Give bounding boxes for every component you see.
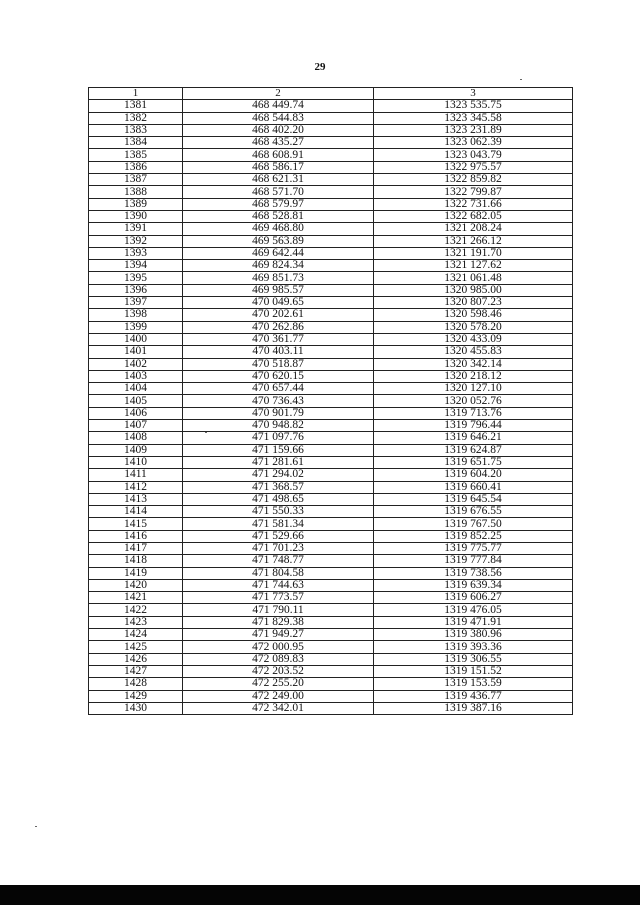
x-coordinate-cell: 471 581.34 [183,518,374,530]
point-number-cell: 1396 [89,284,183,296]
table-row [89,518,573,530]
y-coordinate-cell: 1322 859.82 [374,174,573,186]
coordinates-table [88,87,573,715]
table-row [89,210,573,222]
x-coordinate-cell: 471 498.65 [183,493,374,505]
y-coordinate-cell: 1319 624.87 [374,444,573,456]
y-coordinate-cell: 1319 606.27 [374,592,573,604]
scan-speck [35,826,37,827]
table-row [89,592,573,604]
y-coordinate-cell: 1320 598.46 [374,309,573,321]
x-coordinate-cell: 468 571.70 [183,186,374,198]
y-coordinate-cell: 1320 578.20 [374,321,573,333]
table-body [89,100,573,715]
x-coordinate-cell: 470 948.82 [183,420,374,432]
table-row [89,198,573,210]
y-coordinate-cell: 1319 767.50 [374,518,573,530]
y-coordinate-cell: 1323 345.58 [374,112,573,124]
point-number-cell: 1406 [89,407,183,419]
table-row [89,407,573,419]
table-row [89,383,573,395]
table-row [89,567,573,579]
table-row [89,395,573,407]
point-number-cell: 1398 [89,309,183,321]
y-coordinate-cell: 1321 191.70 [374,247,573,259]
x-coordinate-cell: 471 701.23 [183,542,374,554]
scan-edge-bar [0,885,640,905]
point-number-cell: 1395 [89,272,183,284]
scan-speck [205,432,207,433]
page-number: 29 [314,61,326,73]
y-coordinate-cell: 1322 975.57 [374,161,573,173]
table-row [89,297,573,309]
y-coordinate-cell: 1323 231.89 [374,124,573,136]
y-coordinate-cell: 1319 380.96 [374,629,573,641]
x-coordinate-cell: 471 949.27 [183,629,374,641]
x-coordinate-cell: 471 829.38 [183,616,374,628]
table-row [89,678,573,690]
y-coordinate-cell: 1319 660.41 [374,481,573,493]
y-coordinate-cell: 1321 061.48 [374,272,573,284]
table-row [89,542,573,554]
point-number-cell: 1404 [89,383,183,395]
x-coordinate-cell: 471 294.02 [183,469,374,481]
point-number-cell: 1381 [89,100,183,112]
point-number-cell: 1418 [89,555,183,567]
y-coordinate-cell: 1320 052.76 [374,395,573,407]
x-coordinate-cell: 470 620.15 [183,370,374,382]
point-number-cell: 1419 [89,567,183,579]
table-row [89,161,573,173]
y-coordinate-cell: 1319 646.21 [374,432,573,444]
y-coordinate-cell: 1319 852.25 [374,530,573,542]
point-number-cell: 1424 [89,629,183,641]
point-number-cell: 1425 [89,641,183,653]
scan-speck [520,79,522,80]
table-row [89,247,573,259]
table-row [89,456,573,468]
point-number-cell: 1405 [89,395,183,407]
x-coordinate-cell: 469 851.73 [183,272,374,284]
table-row [89,186,573,198]
x-coordinate-cell: 470 518.87 [183,358,374,370]
y-coordinate-cell: 1319 151.52 [374,665,573,677]
point-number-cell: 1391 [89,223,183,235]
x-coordinate-cell: 471 748.77 [183,555,374,567]
y-coordinate-cell: 1319 777.84 [374,555,573,567]
x-coordinate-cell: 471 804.58 [183,567,374,579]
x-coordinate-cell: 468 449.74 [183,100,374,112]
y-coordinate-cell: 1319 393.36 [374,641,573,653]
table-row [89,370,573,382]
table-row [89,223,573,235]
table-row [89,444,573,456]
point-number-cell: 1427 [89,665,183,677]
y-coordinate-cell: 1319 604.20 [374,469,573,481]
x-coordinate-cell: 472 000.95 [183,641,374,653]
y-coordinate-cell: 1321 266.12 [374,235,573,247]
table-row [89,112,573,124]
x-coordinate-cell: 470 657.44 [183,383,374,395]
y-coordinate-cell: 1319 738.56 [374,567,573,579]
point-number-cell: 1390 [89,210,183,222]
y-coordinate-cell: 1319 387.16 [374,702,573,714]
point-number-cell: 1408 [89,432,183,444]
x-coordinate-cell: 472 203.52 [183,665,374,677]
column-header-2: 2 [183,88,374,100]
point-number-cell: 1386 [89,161,183,173]
y-coordinate-cell: 1319 676.55 [374,506,573,518]
x-coordinate-cell: 471 550.33 [183,506,374,518]
x-coordinate-cell: 470 262.86 [183,321,374,333]
point-number-cell: 1413 [89,493,183,505]
x-coordinate-cell: 470 736.43 [183,395,374,407]
x-coordinate-cell: 471 097.76 [183,432,374,444]
point-number-cell: 1417 [89,542,183,554]
x-coordinate-cell: 472 089.83 [183,653,374,665]
point-number-cell: 1423 [89,616,183,628]
x-coordinate-cell: 468 586.17 [183,161,374,173]
table-row [89,358,573,370]
point-number-cell: 1411 [89,469,183,481]
y-coordinate-cell: 1322 682.05 [374,210,573,222]
point-number-cell: 1387 [89,174,183,186]
table-row [89,260,573,272]
y-coordinate-cell: 1322 731.66 [374,198,573,210]
point-number-cell: 1382 [89,112,183,124]
x-coordinate-cell: 472 342.01 [183,702,374,714]
point-number-cell: 1394 [89,260,183,272]
y-coordinate-cell: 1323 043.79 [374,149,573,161]
point-number-cell: 1392 [89,235,183,247]
point-number-cell: 1400 [89,333,183,345]
table-row [89,665,573,677]
table-row [89,481,573,493]
point-number-cell: 1399 [89,321,183,333]
x-coordinate-cell: 471 744.63 [183,579,374,591]
y-coordinate-cell: 1319 796.44 [374,420,573,432]
table-row [89,333,573,345]
x-coordinate-cell: 470 901.79 [183,407,374,419]
y-coordinate-cell: 1320 433.09 [374,333,573,345]
x-coordinate-cell: 470 049.65 [183,297,374,309]
column-header-1: 1 [89,88,183,100]
table-row [89,616,573,628]
table-row [89,149,573,161]
y-coordinate-cell: 1319 645.54 [374,493,573,505]
x-coordinate-cell: 471 790.11 [183,604,374,616]
table-row [89,653,573,665]
x-coordinate-cell: 469 642.44 [183,247,374,259]
table-row [89,604,573,616]
y-coordinate-cell: 1319 306.55 [374,653,573,665]
y-coordinate-cell: 1320 127.10 [374,383,573,395]
x-coordinate-cell: 468 544.83 [183,112,374,124]
table-row [89,641,573,653]
y-coordinate-cell: 1319 436.77 [374,690,573,702]
y-coordinate-cell: 1319 471.91 [374,616,573,628]
table-row [89,493,573,505]
point-number-cell: 1420 [89,579,183,591]
x-coordinate-cell: 468 608.91 [183,149,374,161]
x-coordinate-cell: 468 579.97 [183,198,374,210]
table-row [89,100,573,112]
x-coordinate-cell: 471 529.66 [183,530,374,542]
point-number-cell: 1393 [89,247,183,259]
table-row [89,272,573,284]
point-number-cell: 1410 [89,456,183,468]
y-coordinate-cell: 1319 651.75 [374,456,573,468]
x-coordinate-cell: 470 361.77 [183,333,374,345]
point-number-cell: 1383 [89,124,183,136]
point-number-cell: 1388 [89,186,183,198]
x-coordinate-cell: 468 435.27 [183,137,374,149]
y-coordinate-cell: 1320 807.23 [374,297,573,309]
point-number-cell: 1403 [89,370,183,382]
point-number-cell: 1426 [89,653,183,665]
y-coordinate-cell: 1320 455.83 [374,346,573,358]
x-coordinate-cell: 469 468.80 [183,223,374,235]
y-coordinate-cell: 1319 476.05 [374,604,573,616]
table-row [89,469,573,481]
point-number-cell: 1384 [89,137,183,149]
y-coordinate-cell: 1321 127.62 [374,260,573,272]
x-coordinate-cell: 471 773.57 [183,592,374,604]
point-number-cell: 1421 [89,592,183,604]
table-row [89,555,573,567]
header-row [89,88,573,100]
x-coordinate-cell: 469 563.89 [183,235,374,247]
table-row [89,124,573,136]
table-row [89,506,573,518]
x-coordinate-cell: 468 402.20 [183,124,374,136]
point-number-cell: 1416 [89,530,183,542]
x-coordinate-cell: 469 824.34 [183,260,374,272]
x-coordinate-cell: 470 403.11 [183,346,374,358]
table-header [89,88,573,100]
y-coordinate-cell: 1319 639.34 [374,579,573,591]
table-row [89,629,573,641]
y-coordinate-cell: 1323 535.75 [374,100,573,112]
point-number-cell: 1428 [89,678,183,690]
y-coordinate-cell: 1319 775.77 [374,542,573,554]
table-row [89,321,573,333]
point-number-cell: 1414 [89,506,183,518]
table-row [89,309,573,321]
x-coordinate-cell: 470 202.61 [183,309,374,321]
point-number-cell: 1409 [89,444,183,456]
table-row [89,137,573,149]
point-number-cell: 1397 [89,297,183,309]
point-number-cell: 1385 [89,149,183,161]
table-row [89,432,573,444]
point-number-cell: 1412 [89,481,183,493]
table-row [89,690,573,702]
x-coordinate-cell: 471 159.66 [183,444,374,456]
point-number-cell: 1389 [89,198,183,210]
y-coordinate-cell: 1322 799.87 [374,186,573,198]
point-number-cell: 1429 [89,690,183,702]
table-row [89,235,573,247]
x-coordinate-cell: 472 249.00 [183,690,374,702]
column-header-3: 3 [374,88,573,100]
point-number-cell: 1415 [89,518,183,530]
y-coordinate-cell: 1320 985.00 [374,284,573,296]
x-coordinate-cell: 471 368.57 [183,481,374,493]
point-number-cell: 1430 [89,702,183,714]
x-coordinate-cell: 472 255.20 [183,678,374,690]
table-row [89,579,573,591]
table-row [89,346,573,358]
table-row [89,174,573,186]
point-number-cell: 1407 [89,420,183,432]
y-coordinate-cell: 1319 713.76 [374,407,573,419]
y-coordinate-cell: 1321 208.24 [374,223,573,235]
table-row [89,530,573,542]
y-coordinate-cell: 1323 062.39 [374,137,573,149]
y-coordinate-cell: 1319 153.59 [374,678,573,690]
point-number-cell: 1402 [89,358,183,370]
point-number-cell: 1422 [89,604,183,616]
table-row [89,284,573,296]
y-coordinate-cell: 1320 342.14 [374,358,573,370]
table-row [89,420,573,432]
x-coordinate-cell: 471 281.61 [183,456,374,468]
y-coordinate-cell: 1320 218.12 [374,370,573,382]
x-coordinate-cell: 468 621.31 [183,174,374,186]
point-number-cell: 1401 [89,346,183,358]
x-coordinate-cell: 469 985.57 [183,284,374,296]
table-row [89,702,573,714]
x-coordinate-cell: 468 528.81 [183,210,374,222]
